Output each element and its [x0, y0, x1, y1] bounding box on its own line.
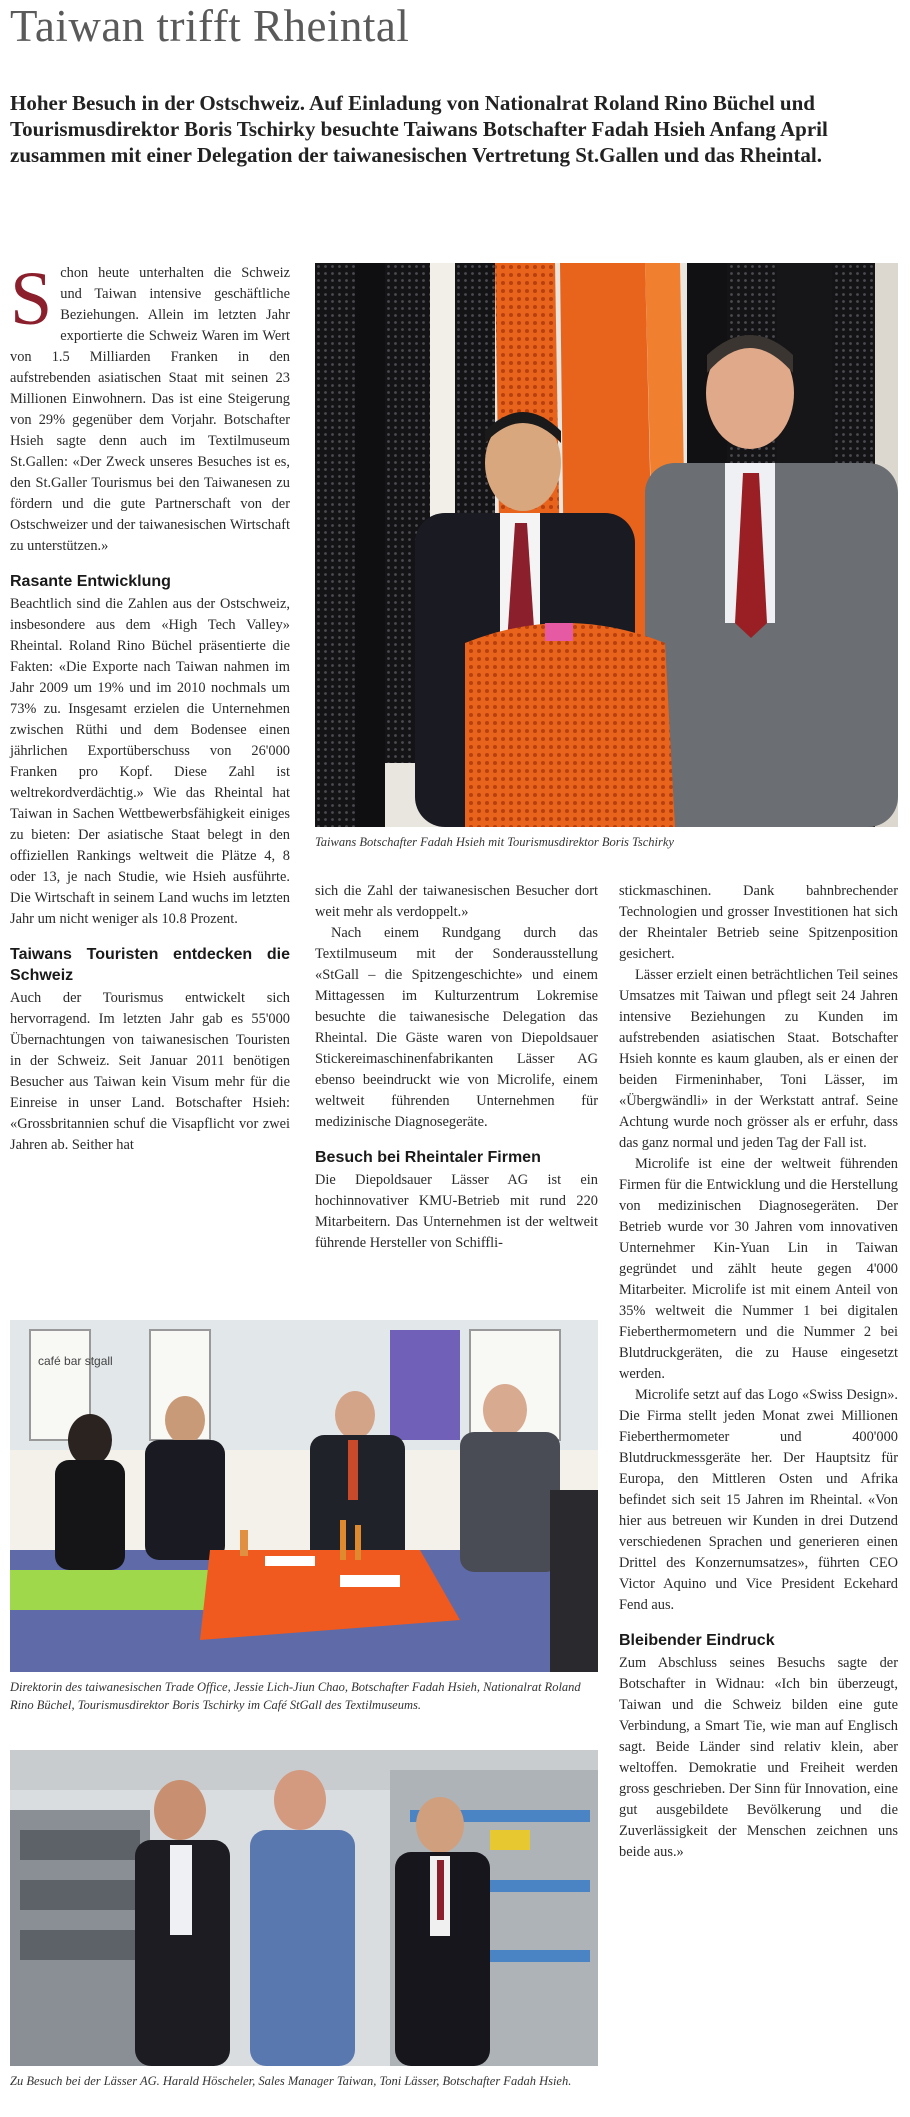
- paragraph: Microlife setzt auf das Logo «Swiss Design». Die Firma stellt jeden Monat zwei Millionen Fieberthermometer und 400'000 Blutdruckmessgeräte her. Der Hauptsitz für Europa, den Mittleren Osten und Afrika befindet sich seit 15 Jahren im Rheintal. «Von hier aus betreuen wir Kunden in drei Dutzend verschiedenen Sprachen und generieren einen Drittel des Konzernumsatzes», führten CEO Victor Aquino und Vice President Eckehard Fend aus.: [619, 1387, 898, 1613]
- paragraph: Auch der Tourismus entwickelt sich hervorragend. Im letzten Jahr gab es 55'000 Übernachtungen von taiwanesischen Touristen in der Schweiz. Seit Januar 2011 benötigen Besucher aus Taiwan kein Visum mehr für die Einreise in unser Land. Botschafter Hsieh: «Grossbritannien schuf die Visapflicht vor zwei Jahren ab. Seither hat: [10, 990, 290, 1153]
- photo-caption-2: Direktorin des taiwanesischen Trade Office, Jessie Lich-Jiun Chao, Botschafter Fadah Hsieh, Nationalrat Roland Rino Büchel, Tourismusdirektor Boris Tschirky im Café StGall des Textilmuseums.: [10, 1680, 581, 1712]
- photo-workshop-visit: [10, 1750, 598, 2066]
- subheading-eindruck: Bleibender Eindruck: [619, 1632, 775, 1649]
- subheading-besuch: Besuch bei Rheintaler Firmen: [315, 1149, 541, 1166]
- cafe-sign: café bar stgall: [38, 1354, 113, 1368]
- paragraph: sich die Zahl der taiwanesischen Besucher dort weit mehr als verdoppelt.»: [315, 883, 598, 920]
- paragraph: Beachtlich sind die Zahlen aus der Ostschweiz, insbesondere aus dem «High Tech Valley» Rheintal. Roland Rino Büchel präsentierte die Fakten: «Die Exporte nach Taiwan nahmen im Jahr 2009 um 19% und im 2010 nochmals um 73% zu. Insgesamt erzielen die Unternehmen zwischen Rüthi und dem Bodensee einen jährlichen Exportüberschuss von 26'000 Franken pro Kopf. Diese Zahl ist weltrekordverdächtig.» Wie das Rheintal hat Taiwan in Sachen Wettbewerbsfähigkeit einiges zu bieten: Der asiatische Staat belegt in den offiziellen Rankings weltweit die Plätze 4, 8 oder 13, je nach Studie, wie Hsieh ausführte. Die Wirtschaft in seinem Land wuchs im letzten Jahr um nicht weniger als 10.8 Prozent.: [10, 596, 290, 927]
- photo-ambassador-lace: [315, 263, 898, 827]
- lead-paragraph: Hoher Besuch in der Ostschweiz. Auf Einladung von Nationalrat Roland Rino Büchel und Tourismusdirektor Boris Tschirky besuchte Taiwans Botschafter Fadah Hsieh Anfang April zusammen mit einer Delegation der taiwanesischen Vertretung St.Gallen und das Rheintal.: [10, 91, 828, 167]
- article-title: Taiwan trifft Rheintal: [10, 1, 410, 51]
- column-1: [10, 257, 290, 1156]
- column-3: [619, 881, 898, 1863]
- subheading-touristen: Taiwans Touristen entdecken die Schweiz: [10, 946, 290, 984]
- paragraph: stickmaschinen. Dank bahnbrechender Technologien und grosser Investitionen hat sich der Rheintaler Betrieb seine Spitzenposition gesichert.: [619, 883, 898, 962]
- photo-cafe-meeting: [10, 1320, 598, 1672]
- drop-cap: S: [10, 257, 53, 341]
- column-2: [315, 881, 598, 1254]
- paragraph: Lässer erzielt einen beträchtlichen Teil seines Umsatzes mit Taiwan und pflegt seit 24 Jahren intensive Beziehungen zu Kunden im aufstrebenden asiatischen Staat. Botschafter Hsieh konnte es kaum glauben, als er einen der beiden Firmeninhaber, Toni Lässer, im «Übergwändli» in der Werkstatt antraf. Seine Achtung wurde noch grösser als er erfuhr, dass das ganz normal und jeden Tag der Fall ist.: [619, 967, 898, 1151]
- photo-caption-3: Zu Besuch bei der Lässer AG. Harald Höscheler, Sales Manager Taiwan, Toni Lässer, Botschafter Fadah Hsieh.: [10, 2074, 572, 2088]
- subheading-rasante-entwicklung: Rasante Entwicklung: [10, 573, 171, 590]
- paragraph: Die Diepoldsauer Lässer AG ist ein hochinnovativer KMU-Betrieb mit rund 220 Mitarbeitern. Das Unternehmen ist der weltweit führende Hersteller von Schiffli-: [315, 1172, 598, 1251]
- photo-caption-1: Taiwans Botschafter Fadah Hsieh mit Tourismusdirektor Boris Tschirky: [315, 835, 674, 849]
- intro-text: chon heute unterhalten die Schweiz und Taiwan intensive geschäftliche Beziehungen. Allein im letzten Jahr exportierte die Schweiz Waren im Wert von 1.5 Milliarden Franken in den aufstrebenden asiatischen Staat mit seinen 23 Millionen Einwohnern. Das ist eine Steigerung von 29% gegenüber dem Vorjahr. Botschafter Hsieh sagte denn auch im Textilmuseum St.Gallen: «Der Zweck unseres Besuches ist es, den St.Galler Tourismus bei den Taiwanesen zu fördern und die gute Partnerschaft von der Ostschweizer und der taiwanesischen Wirtschaft zu unterstützen.»: [10, 265, 290, 554]
- paragraph: Nach einem Rundgang durch das Textilmuseum mit der Sonderausstellung «StGall – die Spitzengeschichte» und einem Mittagessen im Kulturzentrum Lokremise besuchte die taiwanesische Delegation das Rheintal. Die Gäste waren von Diepoldsauer Stickereimaschinenfabrikanten Lässer AG ebenso beeindruckt wie von Microlife, einem weltweit führenden Unternehmen für medizinische Diagnosegeräte.: [315, 925, 598, 1130]
- paragraph: Microlife ist eine der weltweit führenden Firmen für die Entwicklung und die Herstellung von medizinischen Diagnosegeräten. Der Betrieb wurde vor 30 Jahren vom innovativen Unternehmer Kin-Yuan Lin in Taiwan gegründet und zählt heute gegen 4'000 Mitarbeiter. Microlife ist mit einem Anteil von 35% weltweit die Nummer 1 bei digitalen Fieberthermometern und die Nummer 2 bei Blutdruckgeräten, die zu Hause eingesetzt werden.: [619, 1156, 898, 1382]
- paragraph: Zum Abschluss seines Besuchs sagte der Botschafter in Widnau: «Ich bin überzeugt, Taiwan und die Schweiz bilden eine gute Verbindung, a Smart Tie, wie man auf Englisch sagt. Beide Länder sind relativ klein, aber weltoffen. Demokratie und Freiheit werden gross geschrieben. Der Sinn für Innovation, eine gut ausgebildete Bevölkerung und die Zuverlässigkeit der Menschen zeichnen uns beide aus.»: [619, 1655, 898, 1860]
